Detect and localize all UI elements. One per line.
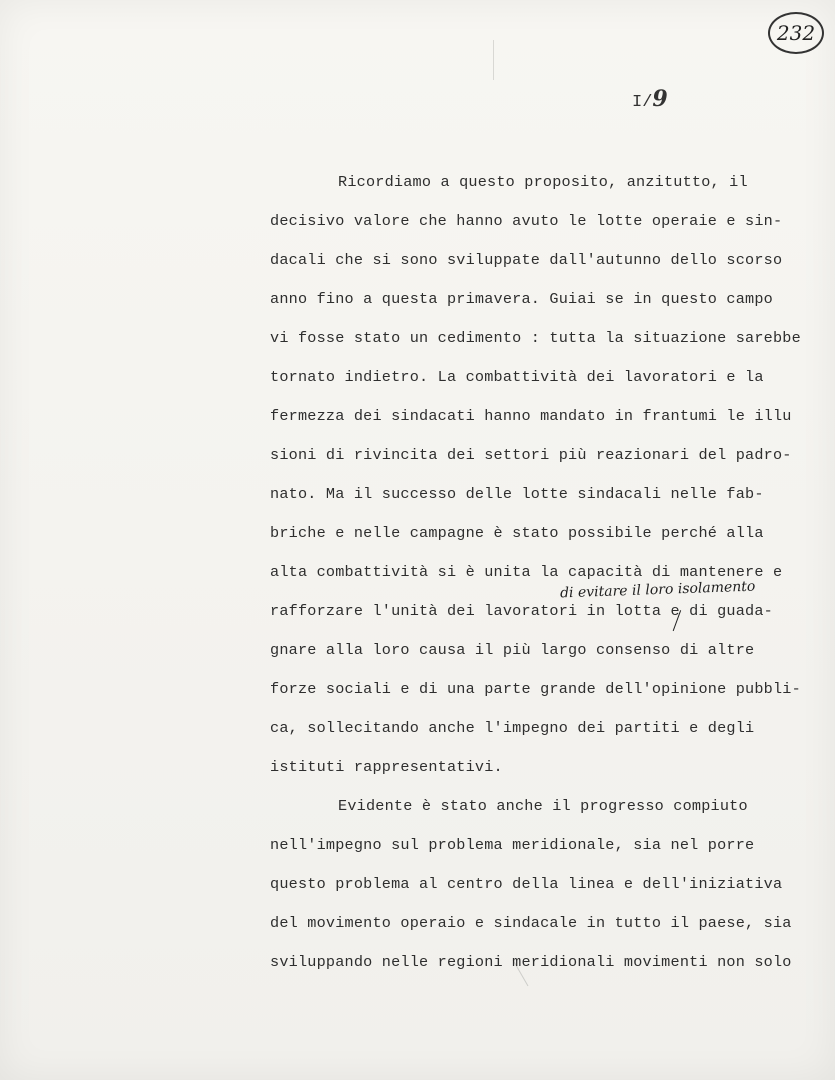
text-line-21: sviluppando nelle regioni meridionali movimenti non solo <box>270 953 792 971</box>
text-line-13: gnare alla loro causa il più largo consenso di altre <box>270 641 755 659</box>
text-line-14: forze sociali e di una parte grande dell'opinione pubbli- <box>270 680 801 698</box>
text-line-20: del movimento operaio e sindacale in tutto il paese, sia <box>270 914 792 932</box>
text-line-9: nato. Ma il successo delle lotte sindacali nelle fab- <box>270 485 764 503</box>
text-line-19: questo problema al centro della linea e dell'iniziativa <box>270 875 783 893</box>
text-line-3: dacali che si sono sviluppate dall'autunno dello scorso <box>270 251 783 269</box>
text-line-12: rafforzare l'unità dei lavoratori in lotta e di guada- <box>270 602 773 620</box>
page-number-stamp: 232 <box>768 12 824 54</box>
text-line-6: tornato indietro. La combattività dei lavoratori e la <box>270 368 764 386</box>
text-line-11: alta combattività si è unita la capacità di mantenere e <box>270 563 783 581</box>
folio-number <box>632 86 668 112</box>
text-line-15: ca, sollecitando anche l'impegno dei partiti e degli <box>270 719 755 737</box>
paper-fold-mark <box>493 40 494 80</box>
text-line-7: fermezza dei sindacati hanno mandato in frantumi le illu <box>270 407 792 425</box>
text-line-16: istituti rappresentativi. <box>270 758 503 776</box>
text-line-8: sioni di rivincita dei settori più reazionari del padro- <box>270 446 792 464</box>
text-line-2: decisivo valore che hanno avuto le lotte operaie e sin- <box>270 212 783 230</box>
text-line-5: vi fosse stato un cedimento : tutta la situazione sarebbe <box>270 329 801 347</box>
text-line-10: briche e nelle campagne è stato possibile perché alla <box>270 524 764 542</box>
text-line-1: Ricordiamo a questo proposito, anzitutto, il <box>338 173 748 191</box>
folio-handwritten-number: 9 <box>652 86 668 112</box>
folio-prefix: I/ <box>632 93 653 112</box>
text-line-18: nell'impegno sul problema meridionale, sia nel porre <box>270 836 755 854</box>
text-line-4: anno fino a questa primavera. Guiai se in questo campo <box>270 290 773 308</box>
handwritten-annotation: di evitare il loro isolamento <box>559 578 756 602</box>
text-line-17: Evidente è stato anche il progresso compiuto <box>338 797 748 815</box>
